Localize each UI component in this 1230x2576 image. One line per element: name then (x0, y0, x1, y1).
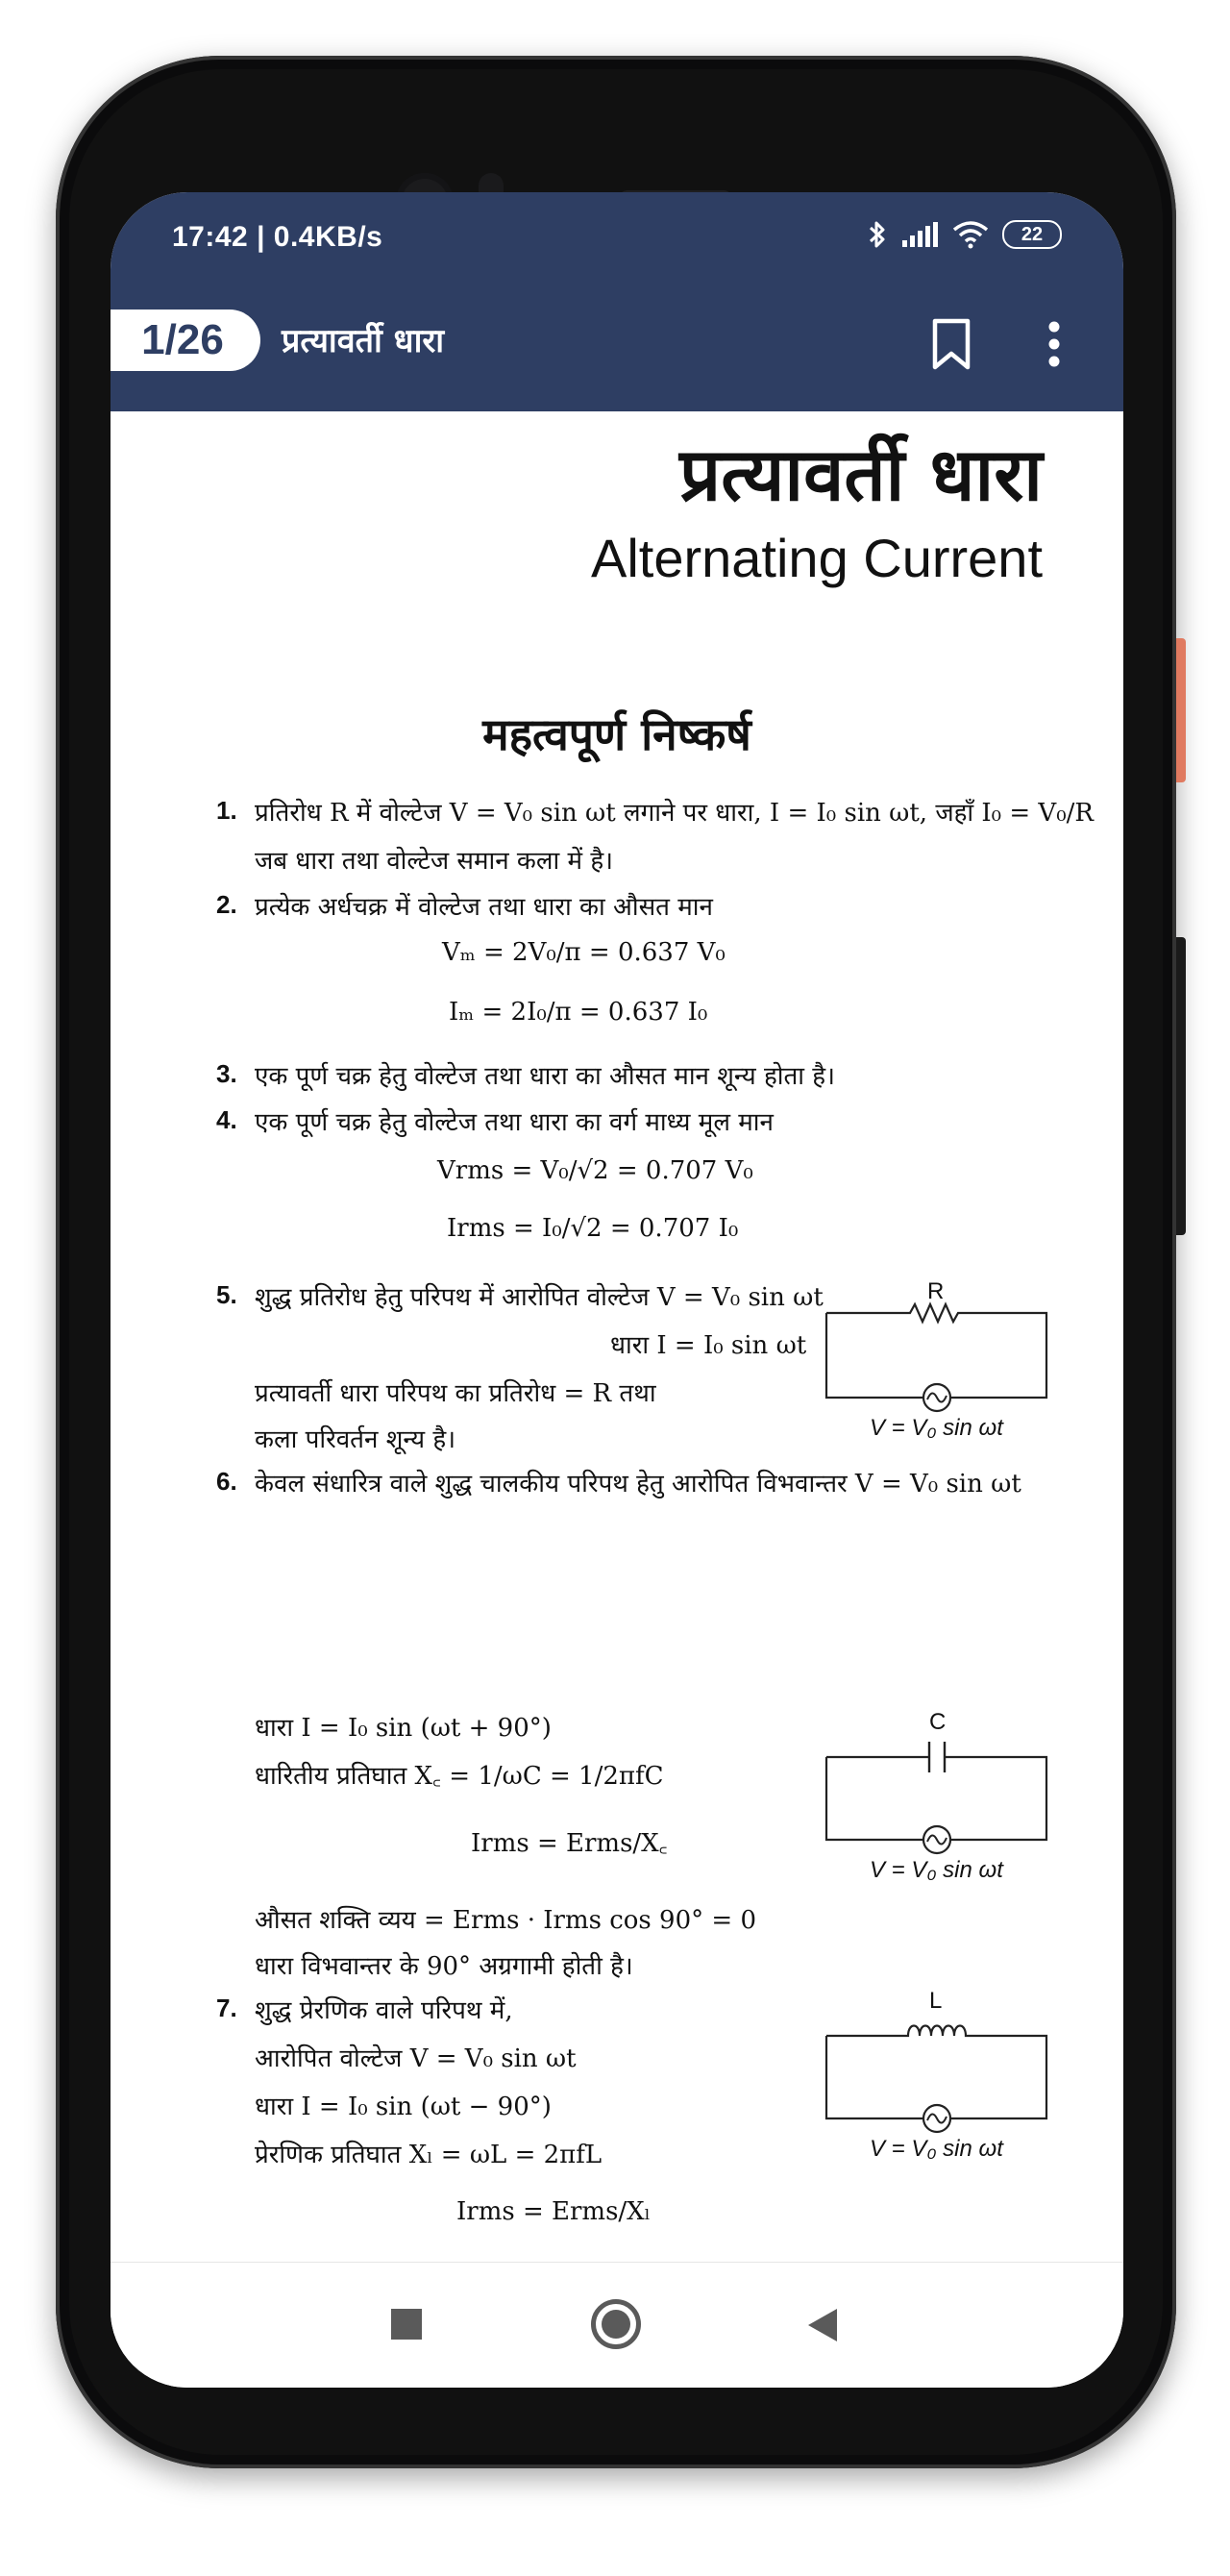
item-6-line-4: औसत शक्ति व्यय = Erms · Irms cos 90° = 0 (255, 1906, 756, 1935)
item-2-line-1: प्रत्येक अर्धचक्र में वोल्टेज तथा धारा का औसत मान (255, 893, 713, 922)
item-7-line-4: प्रेरणिक प्रतिघात Xₗ = ωL = 2πfL (255, 2141, 603, 2169)
item-number: 6. (216, 1467, 237, 1496)
more-vert-icon[interactable] (1045, 317, 1064, 371)
item-4-line-1: एक पूर्ण चक्र हेतु वोल्टेज तथा धारा का वर्ग माध्य मूल मान (255, 1108, 774, 1137)
item-4-eq-1: Vrms = V₀/√2 = 0.707 V₀ (437, 1156, 753, 1185)
system-nav-bar (111, 2262, 1123, 2388)
item-1-line-2: जब धारा तथा वोल्टेज समान कला में है। (255, 847, 613, 876)
item-5-line-1: शुद्ध प्रतिरोध हेतु परिपथ में आरोपित वोल्टेज V = V₀ sin ωt (255, 1283, 824, 1312)
title-hindi: प्रत्यावर्ती धारा (679, 432, 1043, 517)
item-6-line-2: धारा I = I₀ sin (ωt + 90°) (255, 1714, 552, 1743)
side-power-button (1176, 937, 1186, 1235)
resistor-caption: V = V₀ sin ωt (870, 1415, 1003, 1441)
item-7-line-3: धारा I = I₀ sin (ωt − 90°) (255, 2093, 552, 2121)
status-time: 17:42 | 0.4KB/s (172, 221, 383, 253)
title-english: Alternating Current (590, 528, 1043, 588)
item-6-line-1: केवल संधारित्र वाले शुद्ध चालकीय परिपथ हेतु आरोपित विभवान्तर V = V₀ sin ωt (255, 1470, 1021, 1499)
signal-icon (900, 221, 939, 248)
item-2-eq-2: Iₘ = 2I₀/π = 0.637 I₀ (449, 998, 708, 1027)
bluetooth-icon (868, 219, 887, 250)
wifi-icon (952, 220, 989, 249)
item-4-eq-2: Irms = I₀/√2 = 0.707 I₀ (447, 1214, 739, 1243)
item-6-line-5: धारा विभवान्तर के 90° अग्रगामी होती है। (255, 1952, 633, 1981)
page-indicator[interactable]: 1/26 (111, 310, 260, 371)
item-7-eq-1: Irms = Erms/Xₗ (456, 2197, 651, 2226)
resistor-label: R (927, 1278, 945, 1304)
item-6-eq-1: Irms = Erms/X꜀ (471, 1829, 668, 1858)
item-5-line-4: कला परिवर्तन शून्य है। (255, 1425, 456, 1454)
item-number: 5. (216, 1280, 237, 1309)
status-icons (868, 219, 1062, 250)
battery-indicator: 22 (1002, 220, 1062, 249)
recents-button[interactable] (391, 2309, 422, 2340)
inductor-circuit (824, 1988, 1054, 2165)
item-7-line-2: आरोपित वोल्टेज V = V₀ sin ωt (255, 2044, 577, 2073)
item-number: 4. (216, 1105, 237, 1134)
status-bar (111, 192, 1123, 288)
capacitor-circuit (824, 1709, 1054, 1886)
resistor-circuit (824, 1278, 1054, 1442)
item-5-line-2: धारा I = I₀ sin ωt (610, 1331, 807, 1360)
item-number: 7. (216, 1994, 237, 2022)
item-6-line-3: धारितीय प्रतिघात X꜀ = 1/ωC = 1/2πfC (255, 1762, 664, 1791)
screen (111, 192, 1123, 2388)
item-number: 1. (216, 796, 237, 825)
capacitor-caption: V = V₀ sin ωt (870, 1857, 1003, 1883)
app-title: प्रत्यावर्ती धारा (282, 322, 445, 360)
inductor-label: L (929, 1988, 943, 2014)
side-volume-button (1176, 638, 1186, 782)
capacitor-label: C (929, 1709, 947, 1735)
item-3-line-1: एक पूर्ण चक्र हेतु वोल्टेज तथा धारा का औसत मान शून्य होता है। (255, 1062, 835, 1091)
item-number: 3. (216, 1059, 237, 1088)
item-5-line-3: प्रत्यावर्ती धारा परिपथ का प्रतिरोध = R तथा (255, 1379, 656, 1408)
inductor-caption: V = V₀ sin ωt (870, 2136, 1003, 2162)
item-number: 2. (216, 890, 237, 919)
back-button[interactable] (806, 2307, 839, 2343)
item-1-line-1: प्रतिरोध R में वोल्टेज V = V₀ sin ωt लगाने पर धारा, I = I₀ sin ωt, जहाँ I₀ = V₀/R (255, 799, 1094, 828)
item-7-line-1: शुद्ध प्रेरणिक वाले परिपथ में, (255, 1996, 513, 2025)
bookmark-icon[interactable] (929, 317, 973, 371)
item-2-eq-1: Vₘ = 2V₀/π = 0.637 V₀ (442, 938, 726, 967)
section-heading: महत्वपूर्ण निष्कर्ष (482, 708, 751, 760)
home-button[interactable] (591, 2299, 641, 2349)
document-page[interactable] (111, 411, 1123, 2262)
app-bar (111, 288, 1123, 411)
